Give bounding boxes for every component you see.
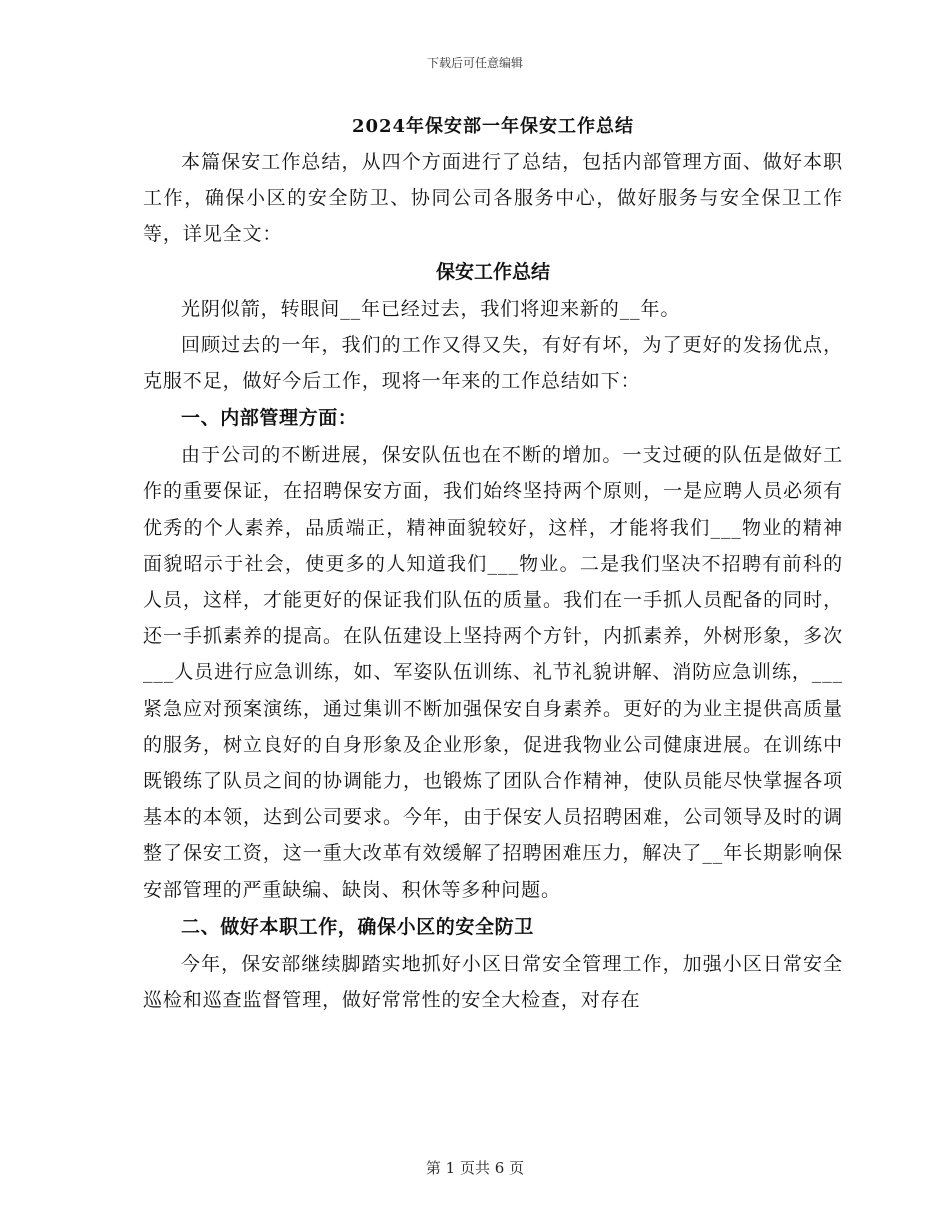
document-subtitle: 保安工作总结 [435, 260, 550, 283]
section-2-body: 今年，保安部继续脚踏实地抓好小区日常安全管理工作，加强小区日常安全巡检和巡查监督管理，做好常常性的安全大检查，对存在 [143, 952, 843, 1012]
section-1-heading: 一、内部管理方面： [181, 407, 358, 430]
page-header: 下载后可任意编辑 [426, 56, 523, 70]
intro-paragraph: 本篇保安工作总结，从四个方面进行了总结，包括内部管理方面、做好本职工作，确保小区的安全防卫、协同公司各服务中心，做好服务与安全保卫工作等，详见全文： [143, 151, 843, 246]
document-title: 2024年保安部一年保安工作总结 [351, 116, 635, 137]
page-footer: 第 1 页共 6 页 [425, 1159, 525, 1177]
section-1-body: 由于公司的不断进展，保安队伍也在不断的增加。一支过硬的队伍是做好工作的重要保证，在招聘保安方面，我们始终坚持两个原则，一是应聘人员必须有优秀的个人素养，品质端正，精神面貌较好，这样，才能将我们___物业的精神面貌昭示于社会，使更多的人知道我们___物业。二是我们坚决不招聘有前科的人员，这样，才能更好的保证我们队伍的质量。我们在一手抓人员配备的同时，还一手抓素养的提高。在队伍建设上坚持两个方针，内抓素养，外树形象，多次___人员进行应急训练，如、军姿队伍训练、礼节礼貌讲解、消防应急训练，___紧急应对预案演练，通过集训不断加强保安自身素养。更好的为业主提供高质量的服务，树立良好的自身形象及企业形象，促进我物业公司健康进展。在训练中既锻练了队员之间的协调能力，也锻炼了团队合作精神，使队员能尽快掌握各项基本的本领，达到公司要求。今年，由于保安人员招聘困难，公司领导及时的调整了保安工资，这一重大改革有效缓解了招聘困难压力，解决了__年长期影响保安部管理的严重缺编、缺岗、积休等多种问题。 [143, 444, 843, 901]
document-body [143, 112, 843, 1018]
paragraph-1: 光阴似箭，转眼间__年已经过去，我们将迎来新的__年。 [181, 297, 681, 320]
paragraph-2: 回顾过去的一年，我们的工作又得又失，有好有坏，为了更好的发扬优点，克服不足，做好今后工作，现将一年来的工作总结如下： [143, 333, 843, 393]
section-2-heading: 二、做好本职工作，确保小区的安全防卫 [181, 915, 534, 938]
